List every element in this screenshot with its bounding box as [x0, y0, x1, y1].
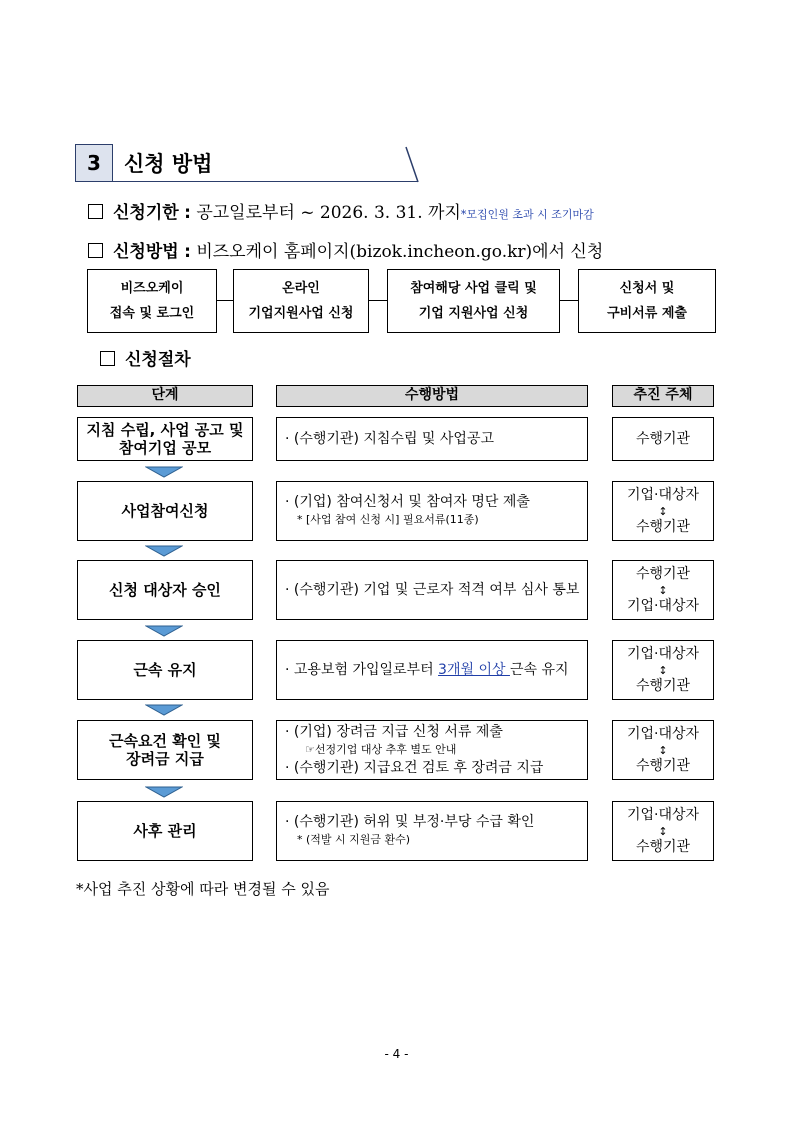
- step-1-line1: 지침 수립, 사업 공고 및: [86, 421, 244, 439]
- step-6: [77, 801, 253, 861]
- flow-connector: [368, 300, 387, 301]
- step-1-line2: 참여기업 공모: [118, 439, 212, 457]
- actor-5-bottom: 수행기관: [635, 757, 691, 774]
- down-arrow-icon: [145, 625, 183, 637]
- actor-1: [612, 417, 714, 461]
- step-2: [77, 481, 253, 541]
- actor-6: [612, 801, 714, 861]
- header-step: 단계: [77, 385, 253, 407]
- step-4: [77, 640, 253, 700]
- method-4-post: 근속 유지: [509, 662, 569, 678]
- step-4-line1: 근속 유지: [133, 661, 197, 679]
- section-underline: [112, 181, 418, 182]
- flow-box-1-line2: 접속 및 로그인: [109, 306, 195, 321]
- checkbox-square-icon: [100, 351, 115, 366]
- method-value: 비즈오케이 홈페이지(bizok.incheon.go.kr)에서 신청: [196, 242, 604, 262]
- step-5-line2: 장려금 지급: [126, 750, 204, 768]
- header-actor: 추진 주체: [612, 385, 714, 407]
- down-arrow-icon: [145, 545, 183, 557]
- flow-box-4: [578, 269, 716, 333]
- checkbox-square-icon: [88, 243, 103, 258]
- actor-2-top: 기업·대상자: [626, 486, 700, 503]
- flow-box-2: [233, 269, 369, 333]
- down-arrow-icon: [145, 466, 183, 478]
- flow-box-1-line1: 비즈오케이: [120, 281, 184, 296]
- flow-box-2-line2: 기업지원사업 신청: [248, 306, 354, 321]
- method-6: [276, 801, 588, 861]
- step-3-line1: 신청 대상자 승인: [109, 581, 221, 599]
- method-1: [276, 417, 588, 461]
- up-down-arrow-icon: ↕: [658, 583, 668, 597]
- deadline-colon: :: [184, 203, 191, 223]
- step-5-line1: 근속요건 확인 및: [109, 732, 221, 750]
- method-5-line3: · (수행기관) 지급요건 검토 후 장려금 지급: [285, 760, 544, 776]
- flow-box-2-line1: 온라인: [282, 281, 320, 296]
- method-label: 신청방법: [113, 242, 179, 262]
- actor-3-bottom: 기업·대상자: [626, 597, 700, 614]
- section-title: 신청 방법: [124, 152, 213, 176]
- method-3: [276, 560, 588, 620]
- actor-2-bottom: 수행기관: [635, 518, 691, 535]
- section-number: 3: [75, 144, 113, 182]
- method-2-note: * [사업 참여 신청 시] 필요서류(11종): [297, 513, 479, 526]
- method-2: [276, 481, 588, 541]
- flow-box-4-line2: 구비서류 제출: [607, 306, 687, 321]
- header-method: 수행방법: [276, 385, 588, 407]
- actor-2: [612, 481, 714, 541]
- method-4-highlight: 3개월 이상: [438, 662, 510, 678]
- actor-1-label: 수행기관: [635, 430, 691, 447]
- actor-6-top: 기업·대상자: [626, 806, 700, 823]
- procedure-title-row: [100, 345, 191, 370]
- method-4-line1: [285, 661, 587, 679]
- footnote: *사업 추진 상황에 따라 변경될 수 있음: [76, 880, 330, 898]
- section-slash: [405, 146, 421, 183]
- flow-box-3-line2: 기업 지원사업 신청: [418, 306, 529, 321]
- method-4-pre: · 고용보험 가입일로부터: [285, 662, 439, 678]
- deadline-value: 공고일로부터 ~ 2026. 3. 31. 까지: [196, 203, 461, 223]
- flow-connector: [216, 300, 233, 301]
- flow-box-3-line1: 참여해당 사업 클릭 및: [410, 281, 537, 296]
- deadline-label: 신청기한: [113, 203, 179, 223]
- deadline-note: *모집인원 초과 시 조기마감: [460, 208, 594, 221]
- method-4: [276, 640, 588, 700]
- down-arrow-icon: [145, 704, 183, 716]
- method-2-line1: · (기업) 참여신청서 및 참여자 명단 제출: [285, 494, 530, 510]
- procedure-title: 신청절차: [125, 350, 191, 370]
- actor-6-bottom: 수행기관: [635, 838, 691, 855]
- method-6-line1: · (수행기관) 허위 및 부정·부당 수급 확인: [285, 814, 535, 830]
- step-3: [77, 560, 253, 620]
- up-down-arrow-icon: ↕: [658, 663, 668, 677]
- up-down-arrow-icon: ↕: [658, 743, 668, 757]
- method-6-note: * (적발 시 지원금 환수): [297, 833, 411, 846]
- checkbox-square-icon: [88, 204, 103, 219]
- flow-connector: [559, 300, 578, 301]
- up-down-arrow-icon: ↕: [658, 504, 668, 518]
- step-5: [77, 720, 253, 780]
- actor-4: [612, 640, 714, 700]
- step-1: [77, 417, 253, 461]
- method-5-line1: · (기업) 장려금 지급 신청 서류 제출: [285, 724, 503, 740]
- actor-4-top: 기업·대상자: [626, 645, 700, 662]
- flow-box-1: [87, 269, 217, 333]
- actor-4-bottom: 수행기관: [635, 677, 691, 694]
- deadline-row: [88, 198, 594, 223]
- step-6-line1: 사후 관리: [133, 822, 197, 840]
- step-2-line1: 사업참여신청: [121, 502, 209, 520]
- actor-3: [612, 560, 714, 620]
- method-3-line1: · (수행기관) 기업 및 근로자 적격 여부 심사 통보: [285, 582, 580, 598]
- flow-box-3: [387, 269, 560, 333]
- actor-5-top: 기업·대상자: [626, 725, 700, 742]
- method-5: [276, 720, 588, 780]
- flow-box-4-line1: 신청서 및: [619, 281, 675, 296]
- actor-3-top: 수행기관: [635, 565, 691, 582]
- actor-5: [612, 720, 714, 780]
- down-arrow-icon: [145, 786, 183, 798]
- method-row: [88, 237, 603, 262]
- page-number: - 4 -: [384, 1047, 409, 1061]
- method-5-note: ☞선정기업 대상 추후 별도 안내: [305, 743, 457, 756]
- method-colon: :: [184, 242, 191, 262]
- method-1-line1: · (수행기관) 지침수립 및 사업공고: [285, 431, 494, 447]
- up-down-arrow-icon: ↕: [658, 824, 668, 838]
